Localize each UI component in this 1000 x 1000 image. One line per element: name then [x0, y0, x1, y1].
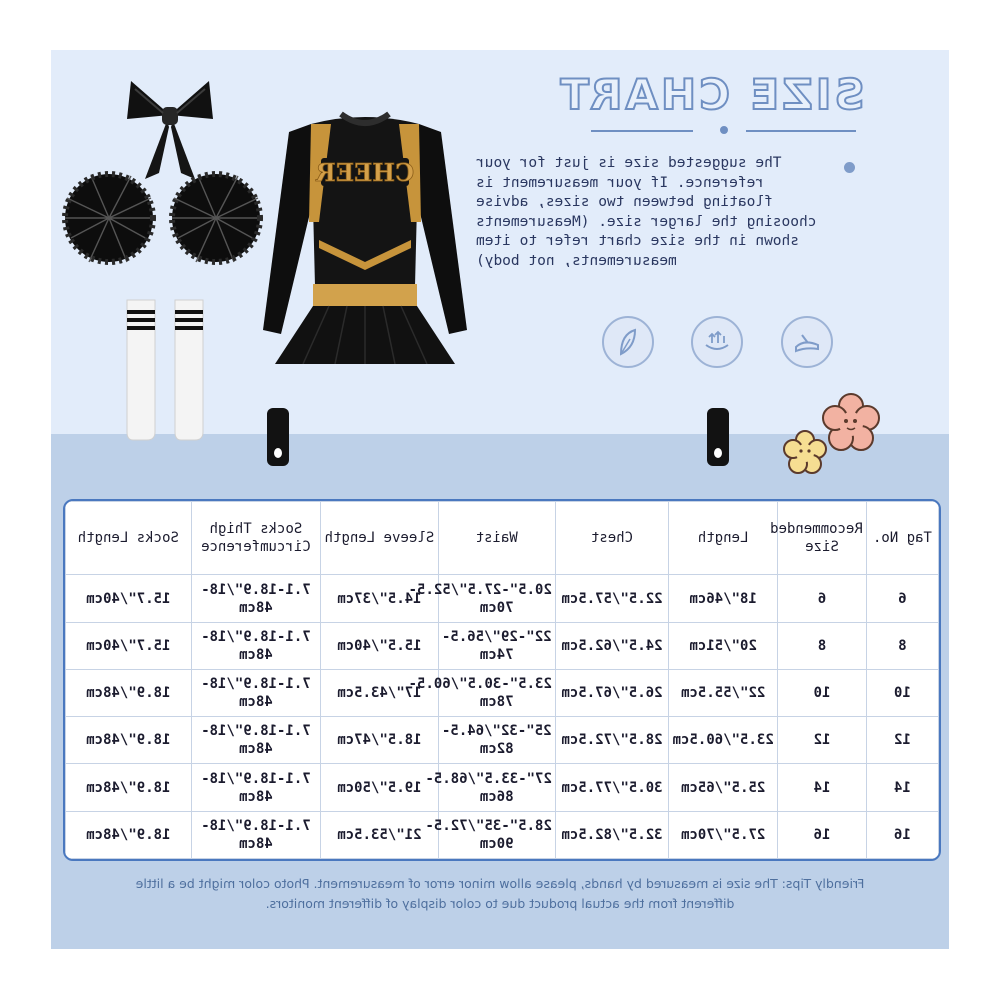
table-cell: 18"/46cm — [669, 575, 778, 622]
friendly-tips-text: Friendly Tips: The size is measured by hands, please allow minor error of measurement. Photo color might be a little different from the actual product due to color display of different monitors. — [135, 876, 865, 911]
table-cell: 26.5"/67.5cm — [555, 669, 668, 716]
table-row — [66, 622, 939, 669]
table-cell: 12 — [778, 717, 867, 764]
header-chest: Chest — [555, 502, 668, 575]
header-waist: Waist — [438, 502, 555, 575]
table-cell: 18.9"/48cm — [66, 811, 192, 858]
table-cell: 22.5"/57.5cm — [555, 575, 668, 622]
table-cell: 14.5"/37cm — [321, 575, 438, 622]
size-advice-text: The suggested size is just for your reference. If your measurement is floating between two sizes, advise choosing the larger size. (Measurements shown in the size chart refer to item measurements, not body) — [476, 155, 817, 269]
table-cell: 16 — [778, 811, 867, 858]
title-divider-right — [746, 130, 856, 132]
table-cell: 20"/51cm — [669, 622, 778, 669]
table-cell: 7.1-18.9"/18-48cm — [191, 811, 321, 858]
table-cell: 15.5"/40cm — [321, 622, 438, 669]
header-socks-thigh: Socks Thigh Circumference — [191, 502, 321, 575]
title-divider-dot — [720, 126, 728, 134]
table-cell: 27.5"/70cm — [669, 811, 778, 858]
table-cell: 6 — [778, 575, 867, 622]
table-cell: 21"/53.5cm — [321, 811, 438, 858]
table-cell: 7.1-18.9"/18-48cm — [191, 764, 321, 811]
table-cell: 15.7"/40cm — [66, 622, 192, 669]
table-cell: 14 — [866, 764, 938, 811]
feather-icon — [602, 316, 654, 368]
table-cell: 32.5"/82.5cm — [555, 811, 668, 858]
size-chart-card — [51, 50, 949, 949]
breathable-icon — [691, 316, 743, 368]
pompom-left-icon — [61, 168, 157, 268]
table-cell: 7.1-18.9"/18-48cm — [191, 669, 321, 716]
pompom-right-icon — [168, 168, 264, 268]
table-cell: 20.5"-27.5"/52.5-70cm — [438, 575, 555, 622]
table-cell: 24.5"/62.5cm — [555, 622, 668, 669]
table-row — [66, 764, 939, 811]
soft-touch-icon — [781, 316, 833, 368]
table-cell: 10 — [778, 669, 867, 716]
table-cell: 27"-33.5"/68.5-86cm — [438, 764, 555, 811]
title-divider-left — [591, 130, 693, 132]
table-cell: 6 — [866, 575, 938, 622]
table-cell: 25"-32"/64.5-82cm — [438, 717, 555, 764]
bullet-dot — [844, 162, 855, 173]
table-cell: 7.1-18.9"/18-48cm — [191, 622, 321, 669]
table-cell: 8 — [866, 622, 938, 669]
table-cell: 25.5"/65cm — [669, 764, 778, 811]
table-cell: 17"/43.5cm — [321, 669, 438, 716]
table-cell: 23.5"-30.5"/60.5-78cm — [438, 669, 555, 716]
table-cell: 15.7"/40cm — [66, 575, 192, 622]
pink-flower-icon — [821, 392, 881, 452]
table-cell: 18.9"/48cm — [66, 717, 192, 764]
table-cell: 28.5"/72.5cm — [555, 717, 668, 764]
table-cell: 23.5"/60.5cm — [669, 717, 778, 764]
header-tag-no: Tag No. — [866, 502, 938, 575]
table-cell: 7.1-18.9"/18-48cm — [191, 717, 321, 764]
table-cell: 8 — [778, 622, 867, 669]
table-cell: 18.9"/48cm — [66, 669, 192, 716]
header-socks-length: Socks Length — [66, 502, 192, 575]
yellow-flower-icon — [783, 430, 827, 474]
table-header-row — [66, 502, 939, 575]
cheer-dress-image — [259, 102, 471, 364]
table-cell: 22"-29"/56.5-74cm — [438, 622, 555, 669]
table-cell: 22"/55.5cm — [669, 669, 778, 716]
table-cell: 16 — [866, 811, 938, 858]
table-cell: 18.9"/48cm — [66, 764, 192, 811]
hang-tag-icon — [267, 408, 289, 466]
table-row — [66, 575, 939, 622]
table-cell: 18.5"/47cm — [321, 717, 438, 764]
table-cell: 19.5"/50cm — [321, 764, 438, 811]
table-cell: 7.1-18.9"/18-48cm — [191, 575, 321, 622]
table-row — [66, 669, 939, 716]
table-cell: 28.5"-35"/72.5-90cm — [438, 811, 555, 858]
table-cell: 12 — [866, 717, 938, 764]
page-title: SIZE CHART — [557, 70, 865, 119]
socks-icon — [123, 296, 213, 444]
hang-tag-icon — [707, 408, 729, 466]
table-row — [66, 717, 939, 764]
table-cell: 14 — [778, 764, 867, 811]
size-table — [63, 499, 941, 861]
table-row — [66, 811, 939, 858]
header-sleeve-length: Sleeve Length — [321, 502, 438, 575]
header-recommended-size: Recommended Size — [778, 502, 867, 575]
table-cell: 10 — [866, 669, 938, 716]
table-cell: 30.5"/77.5cm — [555, 764, 668, 811]
dress-lettering: CHEER — [315, 158, 415, 187]
header-length: Length — [669, 502, 778, 575]
